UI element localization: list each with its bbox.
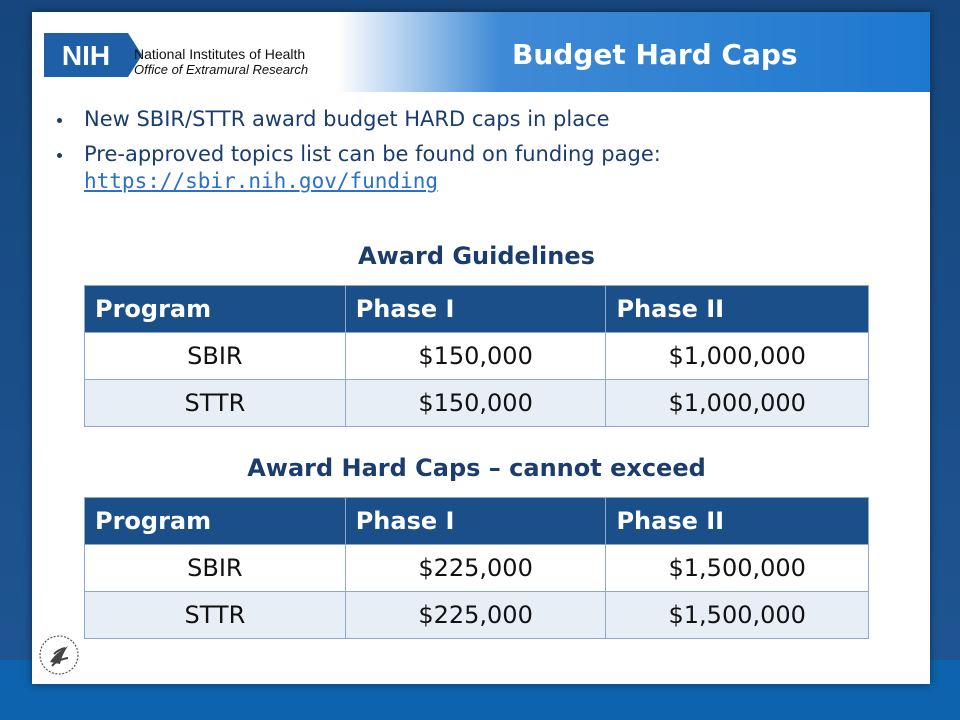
nih-logo-text: NIH	[61, 40, 111, 71]
column-header-phase-2: Phase II	[606, 286, 869, 333]
cell-phase-2: $1,000,000	[606, 380, 869, 427]
cell-phase-1: $150,000	[345, 380, 606, 427]
column-header-phase-1: Phase I	[345, 498, 606, 545]
column-header-phase-1: Phase I	[345, 286, 606, 333]
bullet-text: New SBIR/STTR award budget HARD caps in place	[84, 107, 610, 131]
award-guidelines-table	[84, 285, 869, 427]
bullet-dot-icon	[57, 153, 62, 158]
table-row	[85, 333, 869, 380]
cell-program: STTR	[85, 592, 346, 639]
slide	[32, 12, 930, 684]
cell-phase-2: $1,000,000	[606, 333, 869, 380]
cell-program: SBIR	[85, 545, 346, 592]
funding-link[interactable]: https://sbir.nih.gov/funding	[84, 169, 439, 193]
org-office: Office of Extramural Research	[134, 62, 309, 77]
column-header-program: Program	[85, 286, 346, 333]
cell-phase-2: $1,500,000	[606, 545, 869, 592]
table-row	[85, 380, 869, 427]
table-header-row	[85, 286, 869, 333]
bullet-item	[50, 141, 900, 195]
bullet-list	[50, 106, 900, 203]
table-row	[85, 545, 869, 592]
bullet-dot-icon	[57, 118, 62, 123]
organization-block	[134, 46, 308, 78]
cell-phase-2: $1,500,000	[606, 592, 869, 639]
award-hard-caps-table	[84, 497, 869, 639]
table-row	[85, 592, 869, 639]
cell-phase-1: $225,000	[345, 592, 606, 639]
cell-phase-1: $150,000	[345, 333, 606, 380]
award-guidelines-title: Award Guidelines	[358, 242, 595, 270]
page-title: Budget Hard Caps	[512, 38, 798, 71]
nih-logo	[44, 33, 144, 77]
org-name: National Institutes of Health	[134, 46, 306, 62]
cell-program: SBIR	[85, 333, 346, 380]
column-header-phase-2: Phase II	[606, 498, 869, 545]
hhs-eagle-logo-icon	[38, 634, 80, 676]
bullet-item	[50, 106, 900, 133]
award-hard-caps-title: Award Hard Caps – cannot exceed	[247, 454, 706, 482]
table-header-row	[85, 498, 869, 545]
cell-program: STTR	[85, 380, 346, 427]
slide-header	[32, 12, 930, 92]
bullet-text: Pre-approved topics list can be found on funding page:	[84, 142, 661, 166]
column-header-program: Program	[85, 498, 346, 545]
cell-phase-1: $225,000	[345, 545, 606, 592]
